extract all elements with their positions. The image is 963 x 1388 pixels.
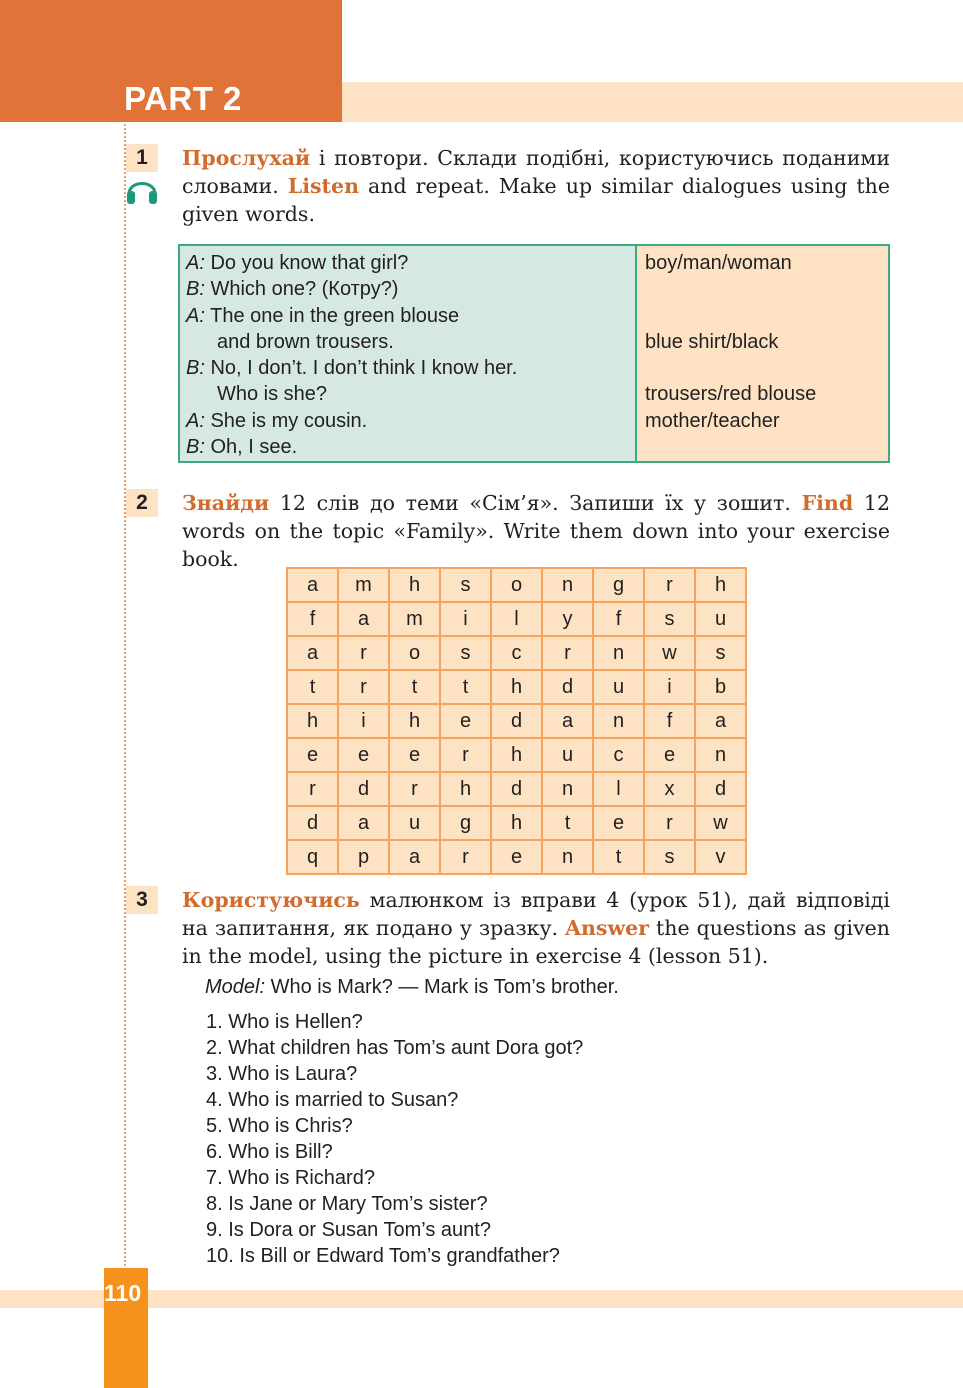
grid-cell: a	[389, 840, 440, 874]
grid-cell: a	[338, 806, 389, 840]
grid-cell: h	[440, 772, 491, 806]
grid-cell: a	[542, 704, 593, 738]
grid-cell: d	[695, 772, 746, 806]
substitution-word	[645, 355, 880, 381]
instr-text-ua: 12 слів до теми «Сім’я». Запиши їх у зошит.	[269, 491, 802, 515]
instr-highlight-ua: Знайди	[182, 491, 270, 515]
grid-cell: a	[287, 636, 338, 670]
grid-cell: e	[389, 738, 440, 772]
dialogue-line: A: The one in the green blouse	[186, 304, 460, 327]
grid-cell: a	[695, 704, 746, 738]
grid-cell: r	[542, 636, 593, 670]
question-item: 2. What children has Tom’s aunt Dora got?	[206, 1037, 584, 1059]
dialogue-line: B: No, I don’t. I don’t think I know her.	[186, 357, 518, 380]
grid-cell: r	[644, 568, 695, 602]
grid-cell: c	[491, 636, 542, 670]
question-item: 5. Who is Chris?	[206, 1115, 353, 1137]
grid-cell: w	[695, 806, 746, 840]
dialogue-line: B: Which one? (Котру?)	[186, 278, 399, 301]
grid-cell: w	[644, 636, 695, 670]
model-answer	[205, 976, 619, 999]
grid-cell: v	[695, 840, 746, 874]
grid-cell: i	[338, 704, 389, 738]
grid-cell: m	[389, 602, 440, 636]
question-list	[206, 1009, 583, 1269]
grid-cell: n	[593, 636, 644, 670]
grid-cell: e	[593, 806, 644, 840]
dialogue-line: A: Do you know that girl?	[186, 252, 409, 274]
instr-text-en: the questions as given in the model, using the picture in exercise 4 (lesson 51).	[182, 916, 890, 968]
grid-cell: e	[644, 738, 695, 772]
grid-cell: n	[695, 738, 746, 772]
grid-cell: r	[287, 772, 338, 806]
grid-cell: u	[593, 670, 644, 704]
grid-row	[287, 568, 746, 602]
grid-cell: h	[491, 670, 542, 704]
grid-cell: t	[440, 670, 491, 704]
exercise-2-instructions	[182, 489, 890, 573]
grid-cell: s	[440, 636, 491, 670]
dialogue-line: and brown trousers.	[217, 330, 394, 353]
question-item: 8. Is Jane or Mary Tom’s sister?	[206, 1193, 488, 1215]
grid-cell: x	[644, 772, 695, 806]
grid-cell: y	[542, 602, 593, 636]
dialogue-panel	[180, 246, 637, 461]
grid-cell: l	[593, 772, 644, 806]
grid-cell: r	[389, 772, 440, 806]
grid-cell: f	[287, 602, 338, 636]
grid-cell: a	[338, 602, 389, 636]
model-text: Who is Mark? — Mark is Tom’s brother.	[265, 976, 619, 998]
grid-cell: u	[695, 602, 746, 636]
grid-cell: r	[440, 738, 491, 772]
grid-cell: i	[440, 602, 491, 636]
grid-cell: q	[287, 840, 338, 874]
headphones-icon	[124, 172, 160, 206]
grid-cell: r	[440, 840, 491, 874]
instr-highlight-ua: Користуючись	[182, 888, 360, 912]
dialogue-line: A: She is my cousin.	[186, 409, 368, 432]
grid-cell: d	[491, 704, 542, 738]
grid-cell: r	[644, 806, 695, 840]
grid-cell: t	[542, 806, 593, 840]
grid-row	[287, 670, 746, 704]
grid-cell: b	[695, 670, 746, 704]
grid-row	[287, 602, 746, 636]
grid-cell: r	[338, 670, 389, 704]
question-item: 3. Who is Laura?	[206, 1063, 358, 1085]
grid-cell: u	[389, 806, 440, 840]
instr-highlight-en: Answer	[565, 916, 649, 940]
instr-highlight-ua: Прослухай	[182, 146, 311, 170]
grid-cell: n	[593, 704, 644, 738]
exercise-1-instructions	[182, 144, 890, 228]
grid-cell: s	[695, 636, 746, 670]
grid-row	[287, 636, 746, 670]
grid-row	[287, 704, 746, 738]
exercise-3-instructions	[182, 886, 890, 970]
grid-cell: e	[287, 738, 338, 772]
grid-row	[287, 806, 746, 840]
grid-cell: a	[287, 568, 338, 602]
grid-cell: h	[491, 806, 542, 840]
grid-cell: o	[389, 636, 440, 670]
word-search-grid	[286, 567, 747, 875]
grid-cell: s	[644, 602, 695, 636]
grid-cell: s	[644, 840, 695, 874]
substitution-word	[645, 303, 880, 329]
grid-row	[287, 772, 746, 806]
grid-cell: g	[593, 568, 644, 602]
page-number: 110	[104, 1280, 142, 1306]
grid-row	[287, 840, 746, 874]
grid-cell: n	[542, 840, 593, 874]
margin-dotted-line	[124, 124, 126, 1274]
grid-cell: h	[695, 568, 746, 602]
grid-cell: t	[287, 670, 338, 704]
substitution-word: mother/teacher	[645, 409, 780, 432]
grid-row	[287, 738, 746, 772]
grid-cell: n	[542, 772, 593, 806]
question-item: 4. Who is married to Susan?	[206, 1089, 459, 1111]
grid-cell: h	[287, 704, 338, 738]
dialogue-line: B: Oh, I see.	[186, 436, 298, 459]
question-item: 7. Who is Richard?	[206, 1167, 375, 1189]
instr-text-ua: і повтори. Склади подібні, користуючись поданими словами.	[182, 146, 890, 198]
grid-cell: h	[491, 738, 542, 772]
grid-cell: h	[389, 704, 440, 738]
grid-cell: g	[440, 806, 491, 840]
dialogue-line: Who is she?	[217, 383, 328, 406]
instr-highlight-en: Listen	[287, 174, 359, 198]
grid-cell: i	[644, 670, 695, 704]
substitution-word	[645, 434, 880, 460]
grid-cell: e	[440, 704, 491, 738]
substitution-word: boy/man/woman	[645, 252, 792, 274]
grid-cell: o	[491, 568, 542, 602]
grid-cell: r	[338, 636, 389, 670]
instr-text-en: and repeat. Make up similar dialogues using the given words.	[182, 174, 890, 226]
instr-highlight-en: Find	[801, 491, 854, 515]
grid-cell: n	[542, 568, 593, 602]
grid-cell: t	[389, 670, 440, 704]
grid-cell: s	[440, 568, 491, 602]
header-band	[342, 82, 963, 122]
grid-cell: d	[491, 772, 542, 806]
substitution-word	[645, 276, 880, 302]
grid-cell: e	[338, 738, 389, 772]
grid-cell: e	[491, 840, 542, 874]
grid-cell: c	[593, 738, 644, 772]
question-item: 6. Who is Bill?	[206, 1141, 333, 1163]
grid-cell: p	[338, 840, 389, 874]
grid-cell: t	[593, 840, 644, 874]
exercise-2-number: 2	[126, 489, 158, 517]
grid-cell: f	[644, 704, 695, 738]
instr-text-ua: малюнком із вправи 4 (урок 51), дай відповіді на запитання, як подано у зразку.	[182, 888, 890, 940]
substitution-word: blue shirt/black	[645, 330, 779, 353]
exercise-1-number: 1	[126, 144, 158, 172]
question-item: 9. Is Dora or Susan Tom’s aunt?	[206, 1219, 491, 1241]
dialogue-box	[178, 244, 890, 463]
page-title: PART 2	[124, 80, 242, 117]
grid-cell: u	[542, 738, 593, 772]
grid-cell: l	[491, 602, 542, 636]
instr-text-en: 12 words on the topic «Family». Write them down into your exercise book.	[182, 491, 890, 571]
question-item: 10. Is Bill or Edward Tom’s grandfather?	[206, 1245, 560, 1267]
substitution-word: trousers/red blouse	[645, 383, 817, 406]
exercise-3-number: 3	[126, 886, 158, 914]
substitution-words-panel	[637, 246, 888, 461]
grid-cell: m	[338, 568, 389, 602]
grid-cell: h	[389, 568, 440, 602]
grid-cell: d	[542, 670, 593, 704]
grid-cell: f	[593, 602, 644, 636]
grid-cell: d	[287, 806, 338, 840]
grid-cell: d	[338, 772, 389, 806]
model-label: Model:	[205, 976, 266, 998]
question-item: 1. Who is Hellen?	[206, 1011, 363, 1033]
